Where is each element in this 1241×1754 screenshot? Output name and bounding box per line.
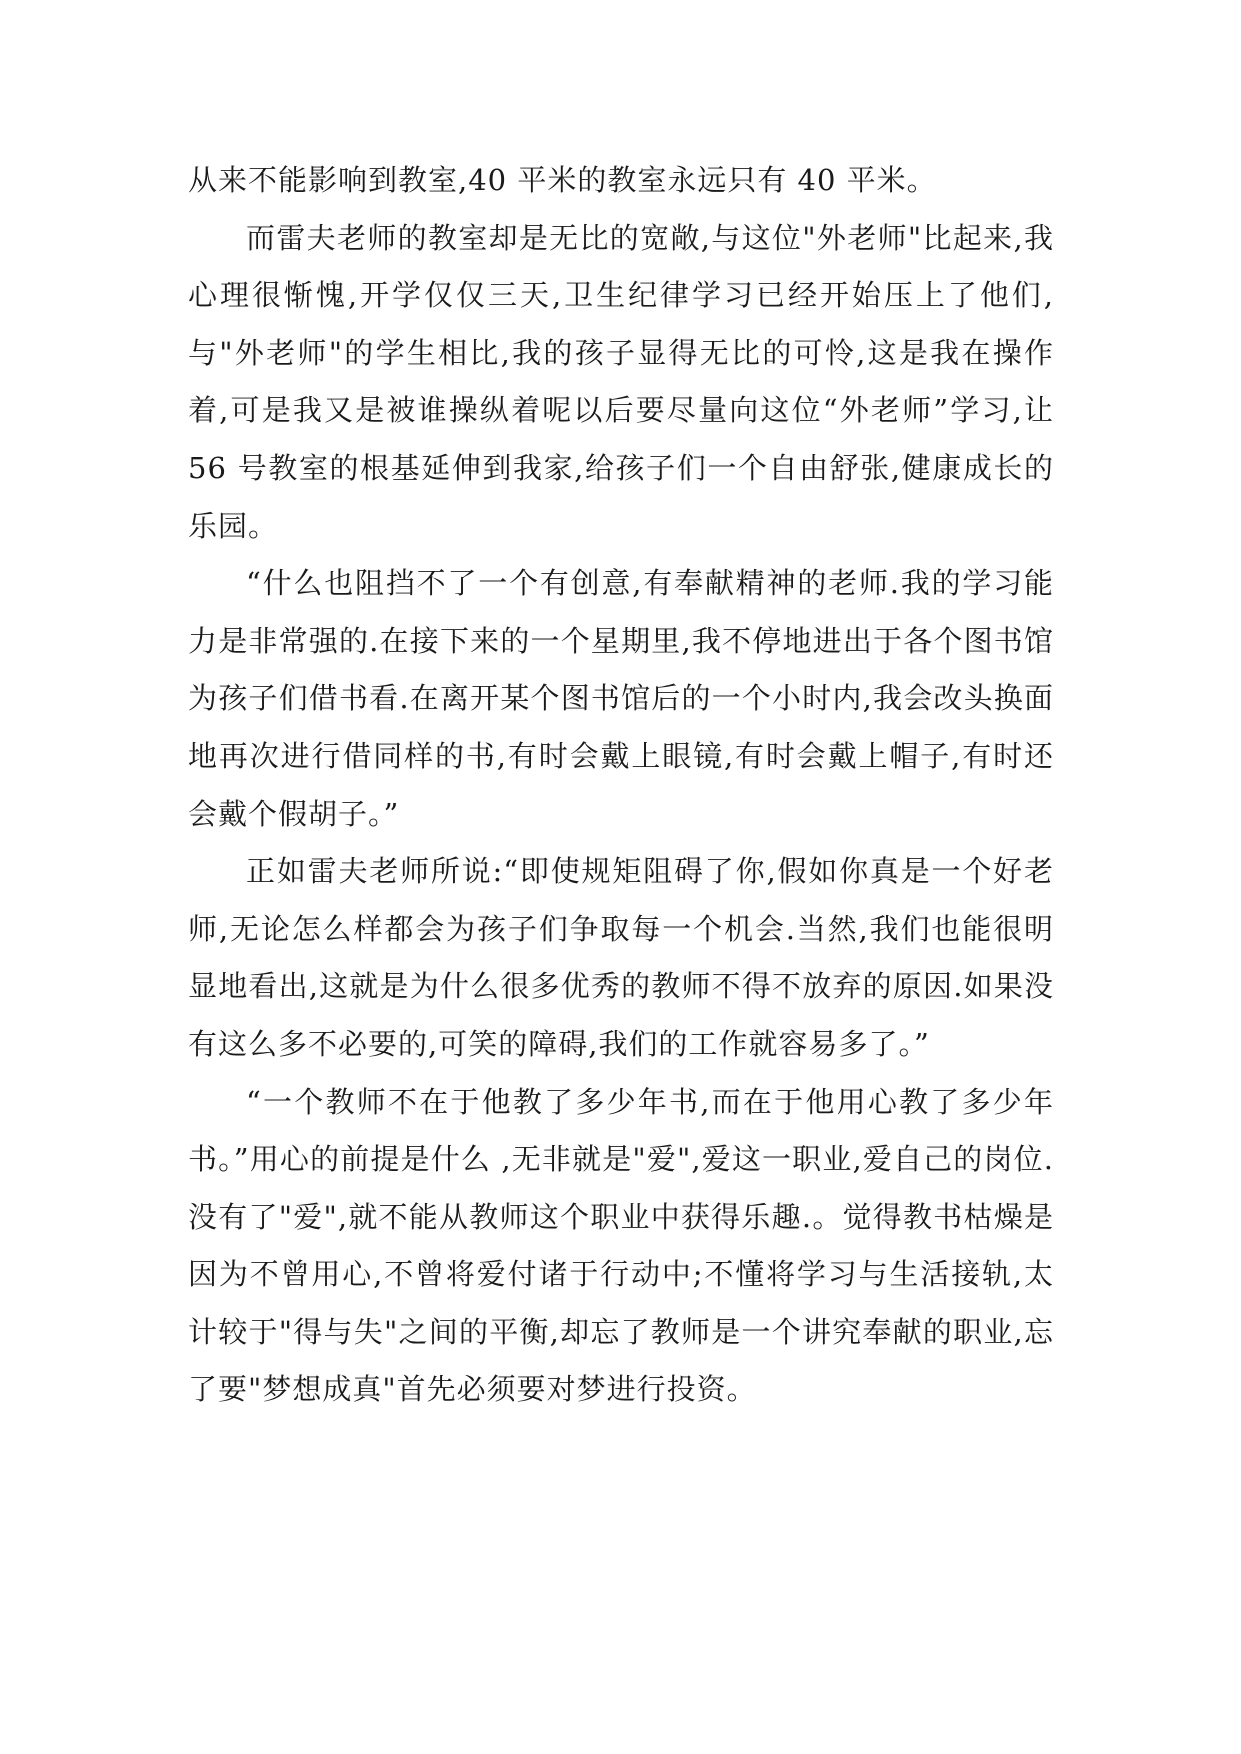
document-body [188,152,1054,1419]
paragraph-continuation: 从来不能影响到教室,40 平米的教室永远只有 40 平米。 [188,163,937,197]
paragraph-quote-creativity: “什么也阻挡不了一个有创意,有奉献精神的老师.我的学习能力是非常强的.在接下来的一个星期里,我不停地进出于各个图书馆为孩子们借书看.在离开某个图书馆后的一个小时内,我会改头换面地再次进行借同样的书,有时会戴上眼镜,有时会戴上帽子,有时还会戴个假胡子。” [188,566,1054,831]
paragraph-leifu-classroom: 而雷夫老师的教室却是无比的宽敞,与这位"外老师"比起来,我心理很惭愧,开学仅仅三天,卫生纪律学习已经开始压上了他们,与"外老师"的学生相比,我的孩子显得无比的可怜,这是我在操作着,可是我又是被谁操纵着呢以后要尽量向这位“外老师”学习,让 56 号教室的根基延伸到我家,给孩子们一个自由舒张,健康成长的乐园。 [188,220,1054,543]
paragraph-love-of-teaching: “一个教师不在于他教了多少年书,而在于他用心教了多少年书。”用心的前提是什么 ,无非就是"爱",爱这一职业,爱自己的岗位.没有了"爱",就不能从教师这个职业中获得乐趣.。觉得教书枯燥是因为不曾用心,不曾将爱付诸于行动中;不懂将学习与生活接轨,太计较于"得与失"之间的平衡,却忘了教师是一个讲究奉献的职业,忘了要"梦想成真"首先必须要对梦进行投资。 [188,1084,1054,1407]
paragraph-quote-rules: 正如雷夫老师所说:“即使规矩阻碍了你,假如你真是一个好老师,无论怎么样都会为孩子们争取每一个机会.当然,我们也能很明显地看出,这就是为什么很多优秀的教师不得不放弃的原因.如果没有这么多不必要的,可笑的障碍,我们的工作就容易多了。” [188,854,1054,1061]
